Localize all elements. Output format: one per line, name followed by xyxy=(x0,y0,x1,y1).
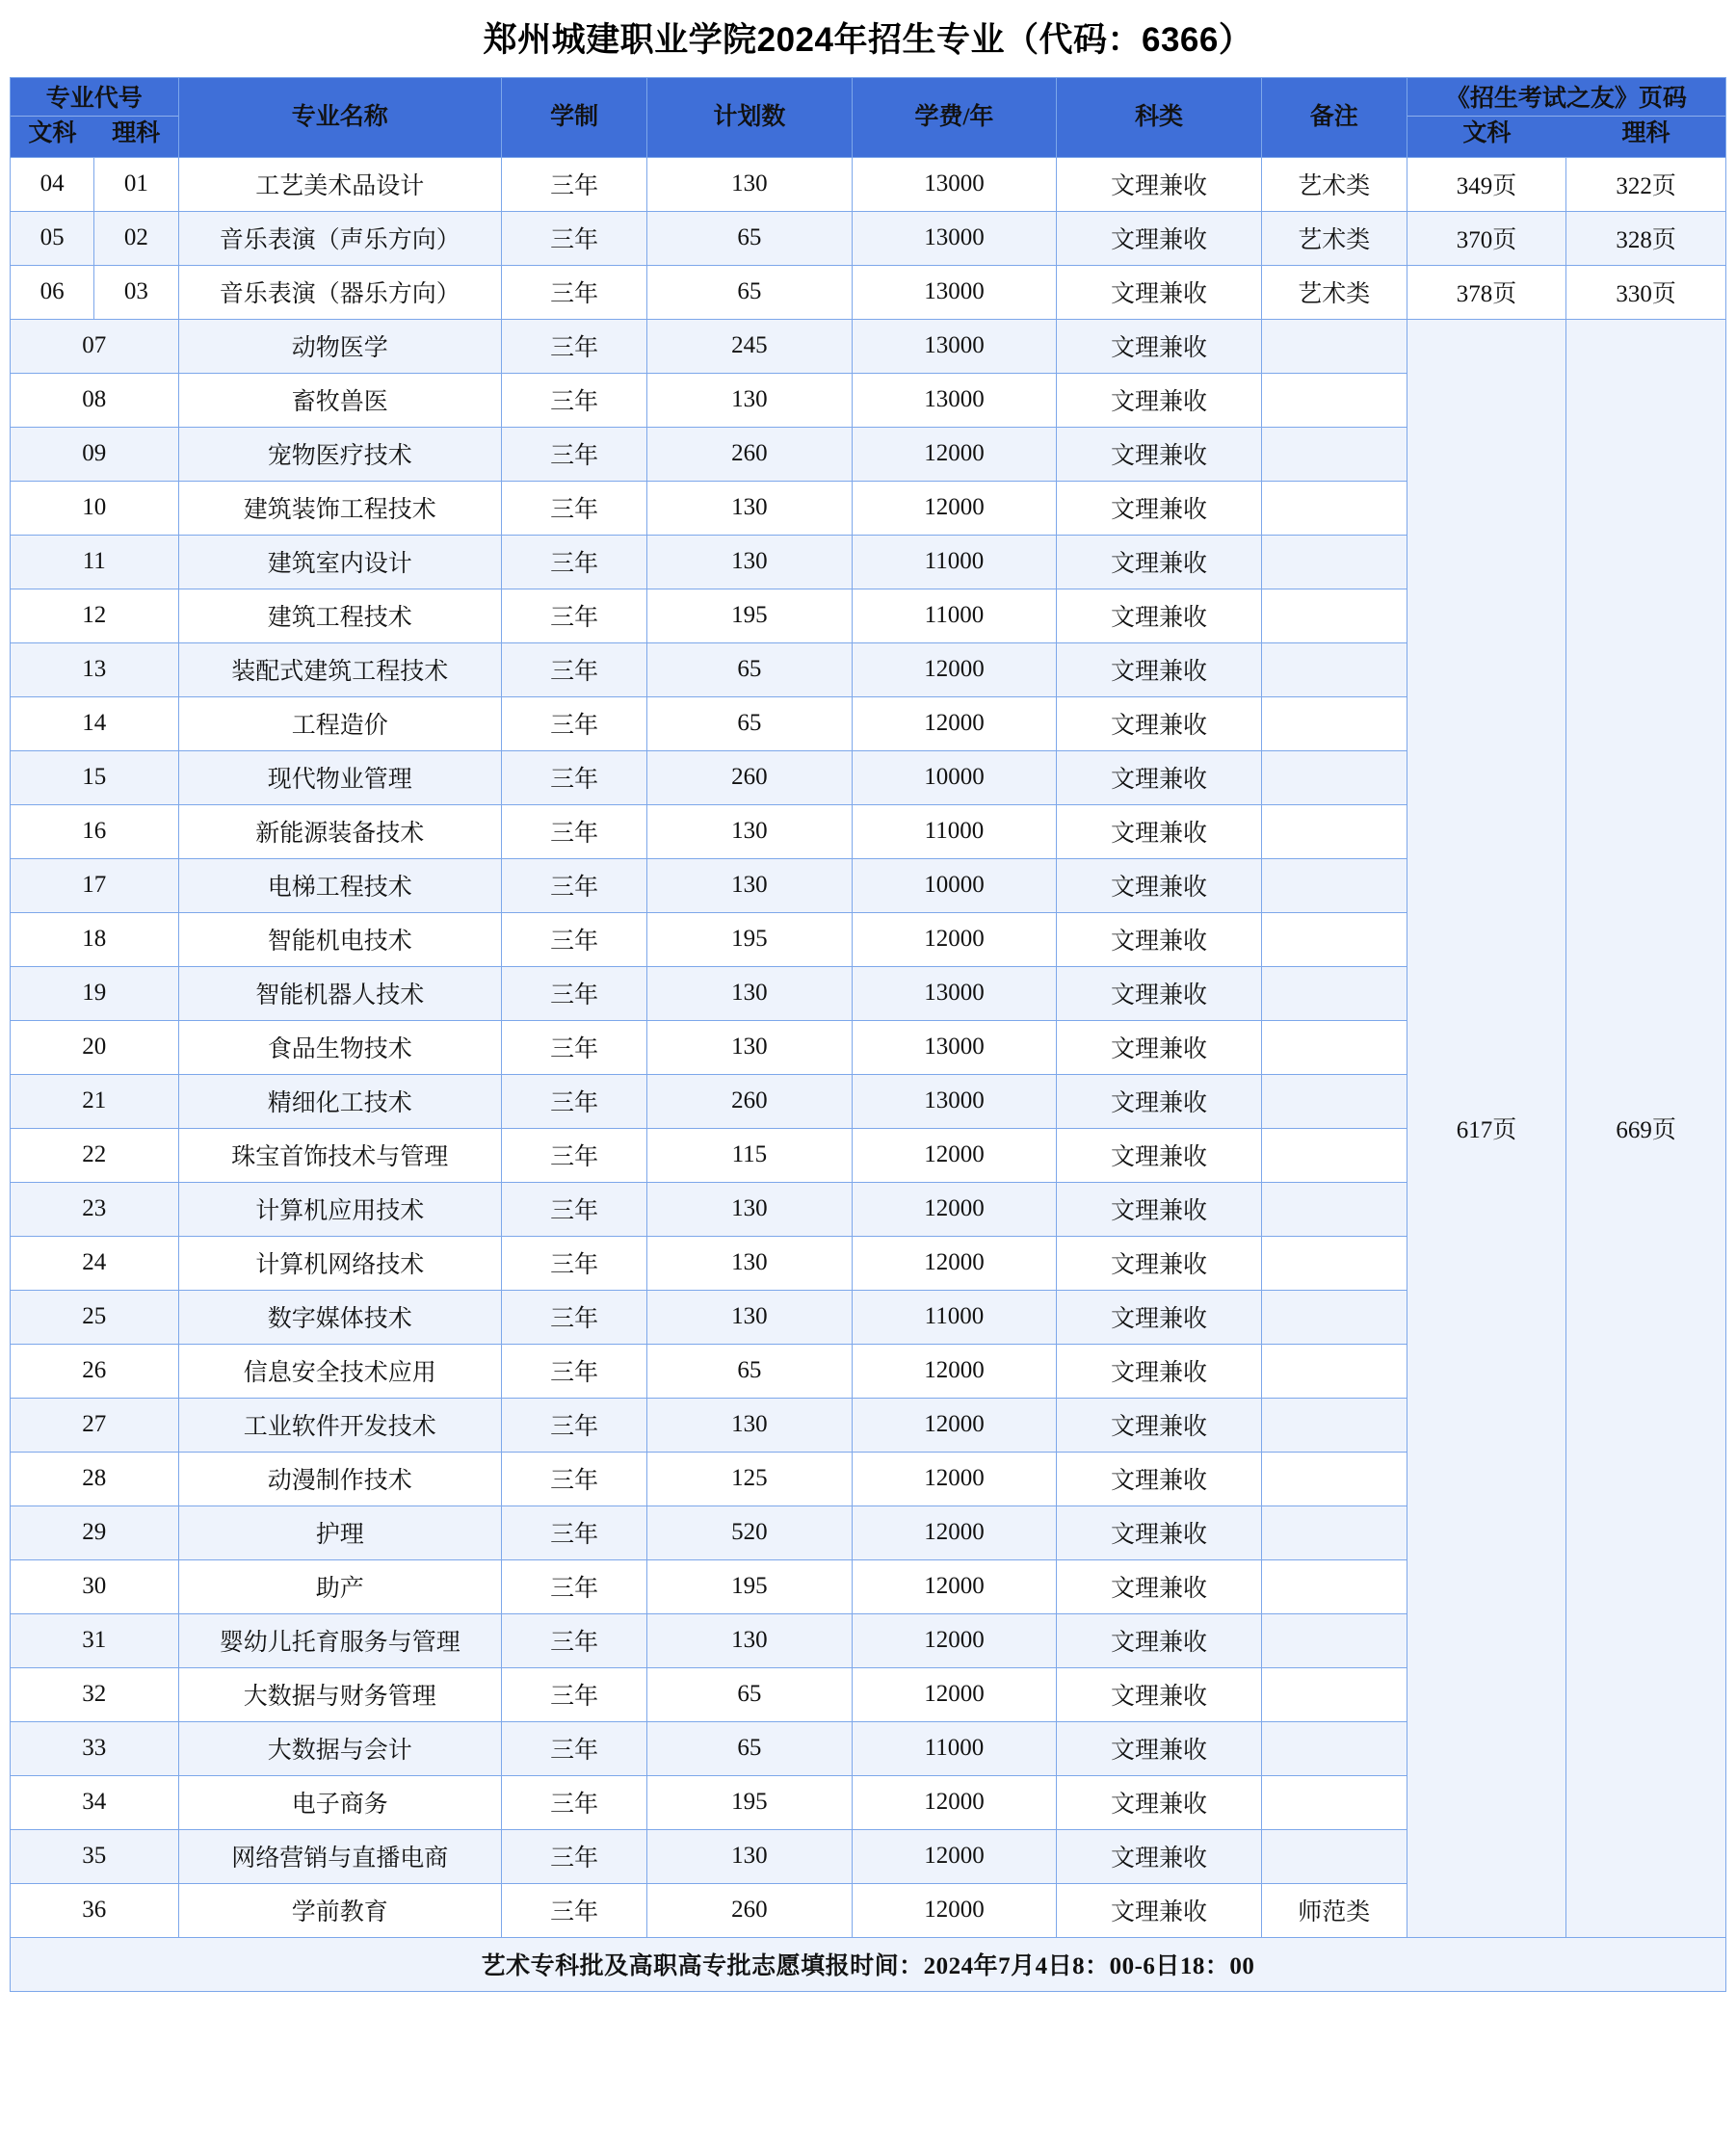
cell-kind: 文理兼收 xyxy=(1057,804,1262,858)
cell-note xyxy=(1261,1128,1407,1182)
cell-kind: 文理兼收 xyxy=(1057,1182,1262,1236)
cell-fee: 12000 xyxy=(852,1344,1057,1398)
cell-major-name: 计算机网络技术 xyxy=(178,1236,502,1290)
cell-code: 32 xyxy=(11,1667,179,1721)
cell-major-name: 护理 xyxy=(178,1506,502,1559)
cell-kind: 文理兼收 xyxy=(1057,373,1262,427)
cell-fee: 12000 xyxy=(852,1883,1057,1937)
cell-kind: 文理兼收 xyxy=(1057,1074,1262,1128)
cell-page-wen: 349页 xyxy=(1407,157,1566,211)
cell-kind: 文理兼收 xyxy=(1057,481,1262,535)
cell-code: 20 xyxy=(11,1020,179,1074)
header-major-name: 专业名称 xyxy=(178,78,502,158)
cell-kind: 文理兼收 xyxy=(1057,912,1262,966)
cell-code: 28 xyxy=(11,1452,179,1506)
cell-plan-count: 130 xyxy=(647,373,853,427)
header-kind: 科类 xyxy=(1057,78,1262,158)
cell-note xyxy=(1261,642,1407,696)
cell-note xyxy=(1261,1721,1407,1775)
cell-note xyxy=(1261,696,1407,750)
cell-length: 三年 xyxy=(502,265,647,319)
cell-fee: 10000 xyxy=(852,858,1057,912)
cell-kind: 文理兼收 xyxy=(1057,157,1262,211)
cell-kind: 文理兼收 xyxy=(1057,750,1262,804)
cell-fee: 11000 xyxy=(852,1290,1057,1344)
cell-code: 29 xyxy=(11,1506,179,1559)
cell-major-name: 宠物医疗技术 xyxy=(178,427,502,481)
cell-kind: 文理兼收 xyxy=(1057,535,1262,589)
cell-kind: 文理兼收 xyxy=(1057,589,1262,642)
cell-note xyxy=(1261,373,1407,427)
cell-length: 三年 xyxy=(502,319,647,373)
cell-page-wen: 370页 xyxy=(1407,211,1566,265)
cell-code: 16 xyxy=(11,804,179,858)
cell-code: 23 xyxy=(11,1182,179,1236)
cell-fee: 13000 xyxy=(852,1020,1057,1074)
cell-length: 三年 xyxy=(502,1182,647,1236)
cell-note xyxy=(1261,319,1407,373)
cell-plan-count: 130 xyxy=(647,804,853,858)
cell-code: 19 xyxy=(11,966,179,1020)
cell-note xyxy=(1261,750,1407,804)
cell-kind: 文理兼收 xyxy=(1057,1506,1262,1559)
cell-plan-count: 65 xyxy=(647,211,853,265)
cell-plan-count: 260 xyxy=(647,1074,853,1128)
cell-fee: 12000 xyxy=(852,1128,1057,1182)
cell-fee: 12000 xyxy=(852,481,1057,535)
cell-fee: 13000 xyxy=(852,211,1057,265)
cell-note xyxy=(1261,804,1407,858)
cell-fee: 12000 xyxy=(852,1398,1057,1452)
cell-plan-count: 130 xyxy=(647,535,853,589)
cell-length: 三年 xyxy=(502,750,647,804)
cell-major-name: 精细化工技术 xyxy=(178,1074,502,1128)
cell-kind: 文理兼收 xyxy=(1057,1559,1262,1613)
cell-fee: 12000 xyxy=(852,696,1057,750)
cell-major-name: 建筑装饰工程技术 xyxy=(178,481,502,535)
cell-plan-count: 245 xyxy=(647,319,853,373)
cell-plan-count: 125 xyxy=(647,1452,853,1506)
cell-major-name: 音乐表演（声乐方向） xyxy=(178,211,502,265)
cell-code: 24 xyxy=(11,1236,179,1290)
cell-length: 三年 xyxy=(502,373,647,427)
cell-kind: 文理兼收 xyxy=(1057,1775,1262,1829)
cell-major-name: 畜牧兽医 xyxy=(178,373,502,427)
cell-note xyxy=(1261,1236,1407,1290)
cell-kind: 文理兼收 xyxy=(1057,858,1262,912)
cell-note xyxy=(1261,1775,1407,1829)
cell-plan-count: 195 xyxy=(647,1775,853,1829)
cell-page-li: 328页 xyxy=(1566,211,1726,265)
cell-kind: 文理兼收 xyxy=(1057,1290,1262,1344)
cell-code: 26 xyxy=(11,1344,179,1398)
cell-code-li: 02 xyxy=(94,211,178,265)
cell-note xyxy=(1261,427,1407,481)
cell-code: 10 xyxy=(11,481,179,535)
cell-major-name: 工艺美术品设计 xyxy=(178,157,502,211)
cell-length: 三年 xyxy=(502,1290,647,1344)
cell-plan-count: 115 xyxy=(647,1128,853,1182)
cell-major-name: 食品生物技术 xyxy=(178,1020,502,1074)
cell-major-name: 网络营销与直播电商 xyxy=(178,1829,502,1883)
cell-code-li: 03 xyxy=(94,265,178,319)
table-footer-row xyxy=(11,1937,1726,1991)
cell-kind: 文理兼收 xyxy=(1057,1667,1262,1721)
table-row xyxy=(11,265,1726,319)
cell-fee: 12000 xyxy=(852,1506,1057,1559)
cell-code: 34 xyxy=(11,1775,179,1829)
cell-fee: 11000 xyxy=(852,535,1057,589)
cell-note xyxy=(1261,1667,1407,1721)
cell-code: 18 xyxy=(11,912,179,966)
cell-kind: 文理兼收 xyxy=(1057,1452,1262,1506)
header-pages-wen: 文科 xyxy=(1462,120,1512,147)
cell-plan-count: 65 xyxy=(647,1667,853,1721)
cell-fee: 12000 xyxy=(852,642,1057,696)
cell-note xyxy=(1261,858,1407,912)
cell-kind: 文理兼收 xyxy=(1057,1344,1262,1398)
cell-note xyxy=(1261,1613,1407,1667)
cell-major-name: 助产 xyxy=(178,1559,502,1613)
cell-plan-count: 130 xyxy=(647,1290,853,1344)
header-code-wen: 文科 xyxy=(28,120,77,147)
cell-plan-count: 520 xyxy=(647,1506,853,1559)
table-row xyxy=(11,319,1726,373)
header-length: 学制 xyxy=(502,78,647,158)
cell-length: 三年 xyxy=(502,1883,647,1937)
cell-page-wen: 378页 xyxy=(1407,265,1566,319)
cell-note xyxy=(1261,589,1407,642)
cell-kind: 文理兼收 xyxy=(1057,427,1262,481)
header-pages-group-label: 《招生考试之友》页码 xyxy=(1407,78,1725,117)
cell-fee: 11000 xyxy=(852,1721,1057,1775)
header-fee: 学费/年 xyxy=(852,78,1057,158)
cell-fee: 13000 xyxy=(852,265,1057,319)
cell-note xyxy=(1261,1344,1407,1398)
cell-kind: 文理兼收 xyxy=(1057,966,1262,1020)
cell-plan-count: 130 xyxy=(647,1829,853,1883)
cell-major-name: 装配式建筑工程技术 xyxy=(178,642,502,696)
cell-note xyxy=(1261,966,1407,1020)
cell-length: 三年 xyxy=(502,535,647,589)
cell-page-li: 330页 xyxy=(1566,265,1726,319)
cell-kind: 文理兼收 xyxy=(1057,319,1262,373)
header-pages-li: 理科 xyxy=(1621,120,1670,147)
cell-fee: 13000 xyxy=(852,319,1057,373)
header-code-li: 理科 xyxy=(112,120,161,147)
cell-kind: 文理兼收 xyxy=(1057,1721,1262,1775)
cell-major-name: 婴幼儿托育服务与管理 xyxy=(178,1613,502,1667)
cell-code: 30 xyxy=(11,1559,179,1613)
cell-major-name: 电子商务 xyxy=(178,1775,502,1829)
cell-length: 三年 xyxy=(502,1020,647,1074)
cell-major-name: 数字媒体技术 xyxy=(178,1290,502,1344)
cell-length: 三年 xyxy=(502,858,647,912)
cell-length: 三年 xyxy=(502,1236,647,1290)
cell-code: 36 xyxy=(11,1883,179,1937)
cell-kind: 文理兼收 xyxy=(1057,1236,1262,1290)
cell-code: 17 xyxy=(11,858,179,912)
cell-note xyxy=(1261,1506,1407,1559)
cell-length: 三年 xyxy=(502,1074,647,1128)
cell-major-name: 现代物业管理 xyxy=(178,750,502,804)
cell-kind: 文理兼收 xyxy=(1057,211,1262,265)
table-body xyxy=(11,157,1726,1991)
table-row xyxy=(11,157,1726,211)
cell-length: 三年 xyxy=(502,481,647,535)
cell-code-wen: 04 xyxy=(11,157,94,211)
cell-plan-count: 195 xyxy=(647,912,853,966)
cell-plan-count: 65 xyxy=(647,696,853,750)
page-title: 郑州城建职业学院2024年招生专业（代码：6366） xyxy=(483,21,1253,59)
cell-page-li: 322页 xyxy=(1566,157,1726,211)
cell-code: 27 xyxy=(11,1398,179,1452)
cell-plan-count: 130 xyxy=(647,481,853,535)
cell-plan-count: 260 xyxy=(647,427,853,481)
cell-code: 21 xyxy=(11,1074,179,1128)
cell-note: 师范类 xyxy=(1261,1883,1407,1937)
cell-major-name: 珠宝首饰技术与管理 xyxy=(178,1128,502,1182)
cell-note xyxy=(1261,1398,1407,1452)
cell-kind: 文理兼收 xyxy=(1057,1020,1262,1074)
cell-major-name: 音乐表演（器乐方向） xyxy=(178,265,502,319)
cell-major-name: 学前教育 xyxy=(178,1883,502,1937)
header-code-group-label: 专业代号 xyxy=(11,78,178,117)
cell-fee: 12000 xyxy=(852,1775,1057,1829)
cell-fee: 13000 xyxy=(852,157,1057,211)
cell-fee: 10000 xyxy=(852,750,1057,804)
cell-fee: 13000 xyxy=(852,1074,1057,1128)
header-pages-group xyxy=(1407,78,1725,158)
cell-major-name: 大数据与财务管理 xyxy=(178,1667,502,1721)
cell-length: 三年 xyxy=(502,912,647,966)
cell-code: 11 xyxy=(11,535,179,589)
cell-kind: 文理兼收 xyxy=(1057,1829,1262,1883)
cell-major-name: 计算机应用技术 xyxy=(178,1182,502,1236)
cell-major-name: 智能机电技术 xyxy=(178,912,502,966)
cell-plan-count: 130 xyxy=(647,1182,853,1236)
cell-code-wen: 05 xyxy=(11,211,94,265)
cell-kind: 文理兼收 xyxy=(1057,1613,1262,1667)
cell-major-name: 建筑室内设计 xyxy=(178,535,502,589)
cell-page-wen-merged: 617页 xyxy=(1407,319,1566,1937)
cell-length: 三年 xyxy=(502,696,647,750)
cell-code: 25 xyxy=(11,1290,179,1344)
cell-length: 三年 xyxy=(502,1667,647,1721)
cell-kind: 文理兼收 xyxy=(1057,642,1262,696)
cell-length: 三年 xyxy=(502,589,647,642)
cell-length: 三年 xyxy=(502,1128,647,1182)
cell-plan-count: 195 xyxy=(647,1559,853,1613)
cell-length: 三年 xyxy=(502,1613,647,1667)
cell-fee: 12000 xyxy=(852,1667,1057,1721)
cell-kind: 文理兼收 xyxy=(1057,696,1262,750)
cell-note xyxy=(1261,1290,1407,1344)
cell-length: 三年 xyxy=(502,642,647,696)
cell-fee: 12000 xyxy=(852,1829,1057,1883)
cell-length: 三年 xyxy=(502,804,647,858)
cell-fee: 12000 xyxy=(852,1182,1057,1236)
cell-length: 三年 xyxy=(502,1829,647,1883)
cell-plan-count: 130 xyxy=(647,858,853,912)
cell-length: 三年 xyxy=(502,1398,647,1452)
cell-plan-count: 65 xyxy=(647,1344,853,1398)
cell-fee: 12000 xyxy=(852,1559,1057,1613)
cell-kind: 文理兼收 xyxy=(1057,1398,1262,1452)
cell-note xyxy=(1261,481,1407,535)
cell-length: 三年 xyxy=(502,427,647,481)
cell-note xyxy=(1261,1182,1407,1236)
cell-fee: 13000 xyxy=(852,966,1057,1020)
cell-plan-count: 130 xyxy=(647,1020,853,1074)
cell-fee: 12000 xyxy=(852,1236,1057,1290)
cell-code: 09 xyxy=(11,427,179,481)
cell-major-name: 动漫制作技术 xyxy=(178,1452,502,1506)
header-note: 备注 xyxy=(1261,78,1407,158)
cell-fee: 12000 xyxy=(852,1452,1057,1506)
header-plan-count: 计划数 xyxy=(647,78,853,158)
table-header xyxy=(11,78,1726,158)
cell-code: 15 xyxy=(11,750,179,804)
cell-major-name: 信息安全技术应用 xyxy=(178,1344,502,1398)
cell-note xyxy=(1261,535,1407,589)
cell-code: 33 xyxy=(11,1721,179,1775)
cell-length: 三年 xyxy=(502,966,647,1020)
cell-major-name: 电梯工程技术 xyxy=(178,858,502,912)
cell-kind: 文理兼收 xyxy=(1057,265,1262,319)
cell-code: 07 xyxy=(11,319,179,373)
cell-major-name: 动物医学 xyxy=(178,319,502,373)
cell-length: 三年 xyxy=(502,1506,647,1559)
cell-length: 三年 xyxy=(502,157,647,211)
cell-plan-count: 130 xyxy=(647,966,853,1020)
cell-fee: 13000 xyxy=(852,373,1057,427)
cell-note xyxy=(1261,1020,1407,1074)
cell-plan-count: 130 xyxy=(647,1398,853,1452)
cell-kind: 文理兼收 xyxy=(1057,1128,1262,1182)
cell-fee: 12000 xyxy=(852,912,1057,966)
cell-plan-count: 65 xyxy=(647,1721,853,1775)
cell-page-li-merged: 669页 xyxy=(1566,319,1726,1937)
cell-code: 22 xyxy=(11,1128,179,1182)
cell-major-name: 建筑工程技术 xyxy=(178,589,502,642)
cell-code-li: 01 xyxy=(94,157,178,211)
cell-plan-count: 65 xyxy=(647,265,853,319)
cell-code: 35 xyxy=(11,1829,179,1883)
cell-note: 艺术类 xyxy=(1261,211,1407,265)
cell-fee: 12000 xyxy=(852,427,1057,481)
cell-fee: 11000 xyxy=(852,589,1057,642)
cell-plan-count: 130 xyxy=(647,157,853,211)
cell-plan-count: 195 xyxy=(647,589,853,642)
cell-code: 08 xyxy=(11,373,179,427)
cell-plan-count: 65 xyxy=(647,642,853,696)
cell-major-name: 工业软件开发技术 xyxy=(178,1398,502,1452)
cell-major-name: 新能源装备技术 xyxy=(178,804,502,858)
cell-note xyxy=(1261,912,1407,966)
table-row xyxy=(11,211,1726,265)
admissions-plan-table xyxy=(10,77,1726,1992)
cell-fee: 11000 xyxy=(852,804,1057,858)
cell-length: 三年 xyxy=(502,1344,647,1398)
cell-plan-count: 130 xyxy=(647,1613,853,1667)
cell-length: 三年 xyxy=(502,1721,647,1775)
cell-length: 三年 xyxy=(502,211,647,265)
cell-code: 13 xyxy=(11,642,179,696)
cell-code-wen: 06 xyxy=(11,265,94,319)
cell-plan-count: 260 xyxy=(647,1883,853,1937)
cell-length: 三年 xyxy=(502,1452,647,1506)
cell-code: 14 xyxy=(11,696,179,750)
cell-note: 艺术类 xyxy=(1261,265,1407,319)
cell-kind: 文理兼收 xyxy=(1057,1883,1262,1937)
cell-length: 三年 xyxy=(502,1775,647,1829)
cell-major-name: 大数据与会计 xyxy=(178,1721,502,1775)
cell-major-name: 工程造价 xyxy=(178,696,502,750)
cell-length: 三年 xyxy=(502,1559,647,1613)
cell-fee: 12000 xyxy=(852,1613,1057,1667)
cell-code: 31 xyxy=(11,1613,179,1667)
cell-code: 12 xyxy=(11,589,179,642)
cell-plan-count: 260 xyxy=(647,750,853,804)
cell-plan-count: 130 xyxy=(647,1236,853,1290)
cell-note xyxy=(1261,1074,1407,1128)
cell-major-name: 智能机器人技术 xyxy=(178,966,502,1020)
cell-note: 艺术类 xyxy=(1261,157,1407,211)
cell-note xyxy=(1261,1829,1407,1883)
header-code-group xyxy=(11,78,179,158)
cell-note xyxy=(1261,1452,1407,1506)
application-time-note: 艺术专科批及高职高专批志愿填报时间：2024年7月4日8：00-6日18：00 xyxy=(11,1937,1726,1991)
cell-note xyxy=(1261,1559,1407,1613)
